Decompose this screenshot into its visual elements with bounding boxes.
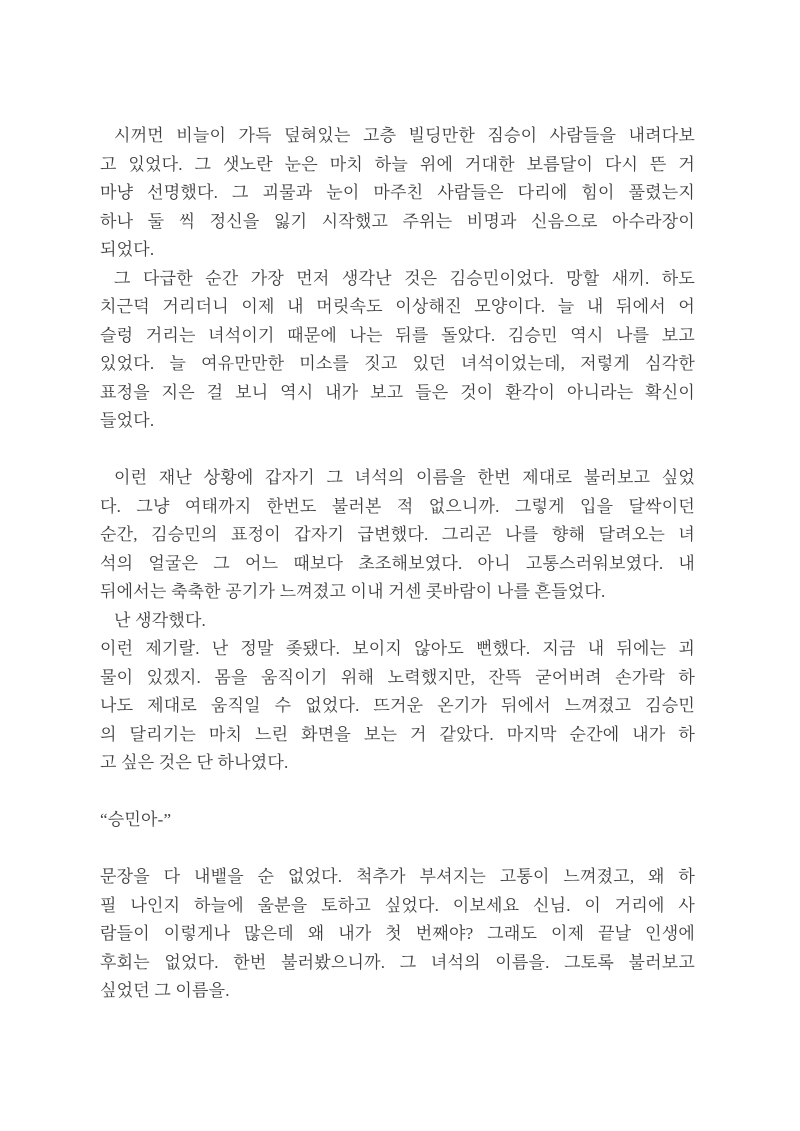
text-line: 뒤에서는 축축한 공기가 느껴졌고 이내 거센 콧바람이 나를 흔들었다. bbox=[100, 582, 606, 601]
text-line: 난 생각했다. bbox=[114, 610, 207, 630]
text-line: 석의 얼굴은 그 어느 때보다 초조해보였다. 아니 고통스러워보였다. 내 bbox=[100, 553, 695, 573]
text-line: 마냥 선명했다. 그 괴물과 눈이 마주친 사람들은 다리에 힘이 풀렸는지 bbox=[100, 183, 695, 202]
text-line: 표정을 지은 걸 보니 역시 내가 보고 들은 것이 환각이 아니라는 확신이 bbox=[100, 382, 695, 402]
text-line: 물이 있겠지. 몸을 움직이기 위해 노력했지만, 잔뜩 굳어버려 손가락 하 bbox=[100, 667, 695, 687]
blank-line bbox=[100, 436, 695, 465]
text-line: 후회는 없었다. 한번 불러봤으니까. 그 녀석의 이름을. 그토록 불러보고 bbox=[100, 952, 695, 972]
blank-line bbox=[100, 835, 695, 864]
text-line: 하나 둘 씩 정신을 잃기 시작했고 주위는 비명과 신음으로 아수라장이 bbox=[100, 211, 695, 231]
text-line: 의 달리기는 마치 느린 화면을 보는 거 같았다. 마지막 순간에 내가 하 bbox=[100, 724, 695, 744]
text-line: 순간, 김승민의 표정이 갑자기 급변했다. 그리곤 나를 향해 달려오는 녀 bbox=[100, 525, 695, 544]
text-line: 싶었던 그 이름을. bbox=[100, 981, 230, 1000]
text-line: 람들이 이렇게나 많은데 왜 내가 첫 번째야? 그래도 이제 끝날 인생에 bbox=[100, 924, 695, 943]
text-line: “승민아-” bbox=[100, 810, 172, 829]
text-line: 되었다. bbox=[100, 240, 155, 259]
text-line: 필 나인지 하늘에 울분을 토하고 싶었다. 이보세요 신님. 이 거리에 사 bbox=[100, 895, 695, 915]
text-line: 슬렁 거리는 녀석이기 때문에 나는 뒤를 돌았다. 김승민 역시 나를 보고 bbox=[100, 325, 695, 345]
text-line: 치근덕 거리더니 이제 내 머릿속도 이상해진 모양이다. 늘 내 뒤에서 어 bbox=[100, 297, 695, 316]
text-line: 그 다급한 순간 가장 먼저 생각난 것은 김승민이었다. 망할 새끼. 하도 bbox=[114, 268, 695, 288]
story-text bbox=[100, 122, 695, 1006]
text-line: 이런 재난 상황에 갑자기 그 녀석의 이름을 한번 제대로 불러보고 싶었 bbox=[114, 468, 695, 487]
text-line: 이런 제기랄. 난 정말 좆됐다. 보이지 않아도 뻔했다. 지금 내 뒤에는 괴 bbox=[100, 639, 695, 658]
text-line: 있었다. 늘 여유만만한 미소를 짓고 있던 녀석이었는데, 저렇게 심각한 bbox=[100, 354, 695, 373]
text-line: 시꺼먼 비늘이 가득 덮혀있는 고층 빌딩만한 짐승이 사람들을 내려다보 bbox=[114, 126, 695, 145]
text-line: 고 싶은 것은 단 하나였다. bbox=[100, 753, 289, 772]
text-line: 나도 제대로 움직일 수 없었다. 뜨거운 온기가 뒤에서 느껴졌고 김승민 bbox=[100, 696, 695, 715]
blank-line bbox=[100, 778, 695, 807]
text-line: 문장을 다 내뱉을 순 없었다. 척추가 부셔지는 고통이 느껴졌고, 왜 하 bbox=[100, 867, 695, 886]
text-line: 고 있었다. 그 샛노란 눈은 마치 하늘 위에 거대한 보름달이 다시 뜬 거 bbox=[100, 154, 695, 174]
text-line: 다. 그냥 여태까지 한번도 불러본 적 없으니까. 그렇게 입을 달싹이던 bbox=[100, 496, 695, 516]
text-line: 들었다. bbox=[100, 411, 155, 430]
